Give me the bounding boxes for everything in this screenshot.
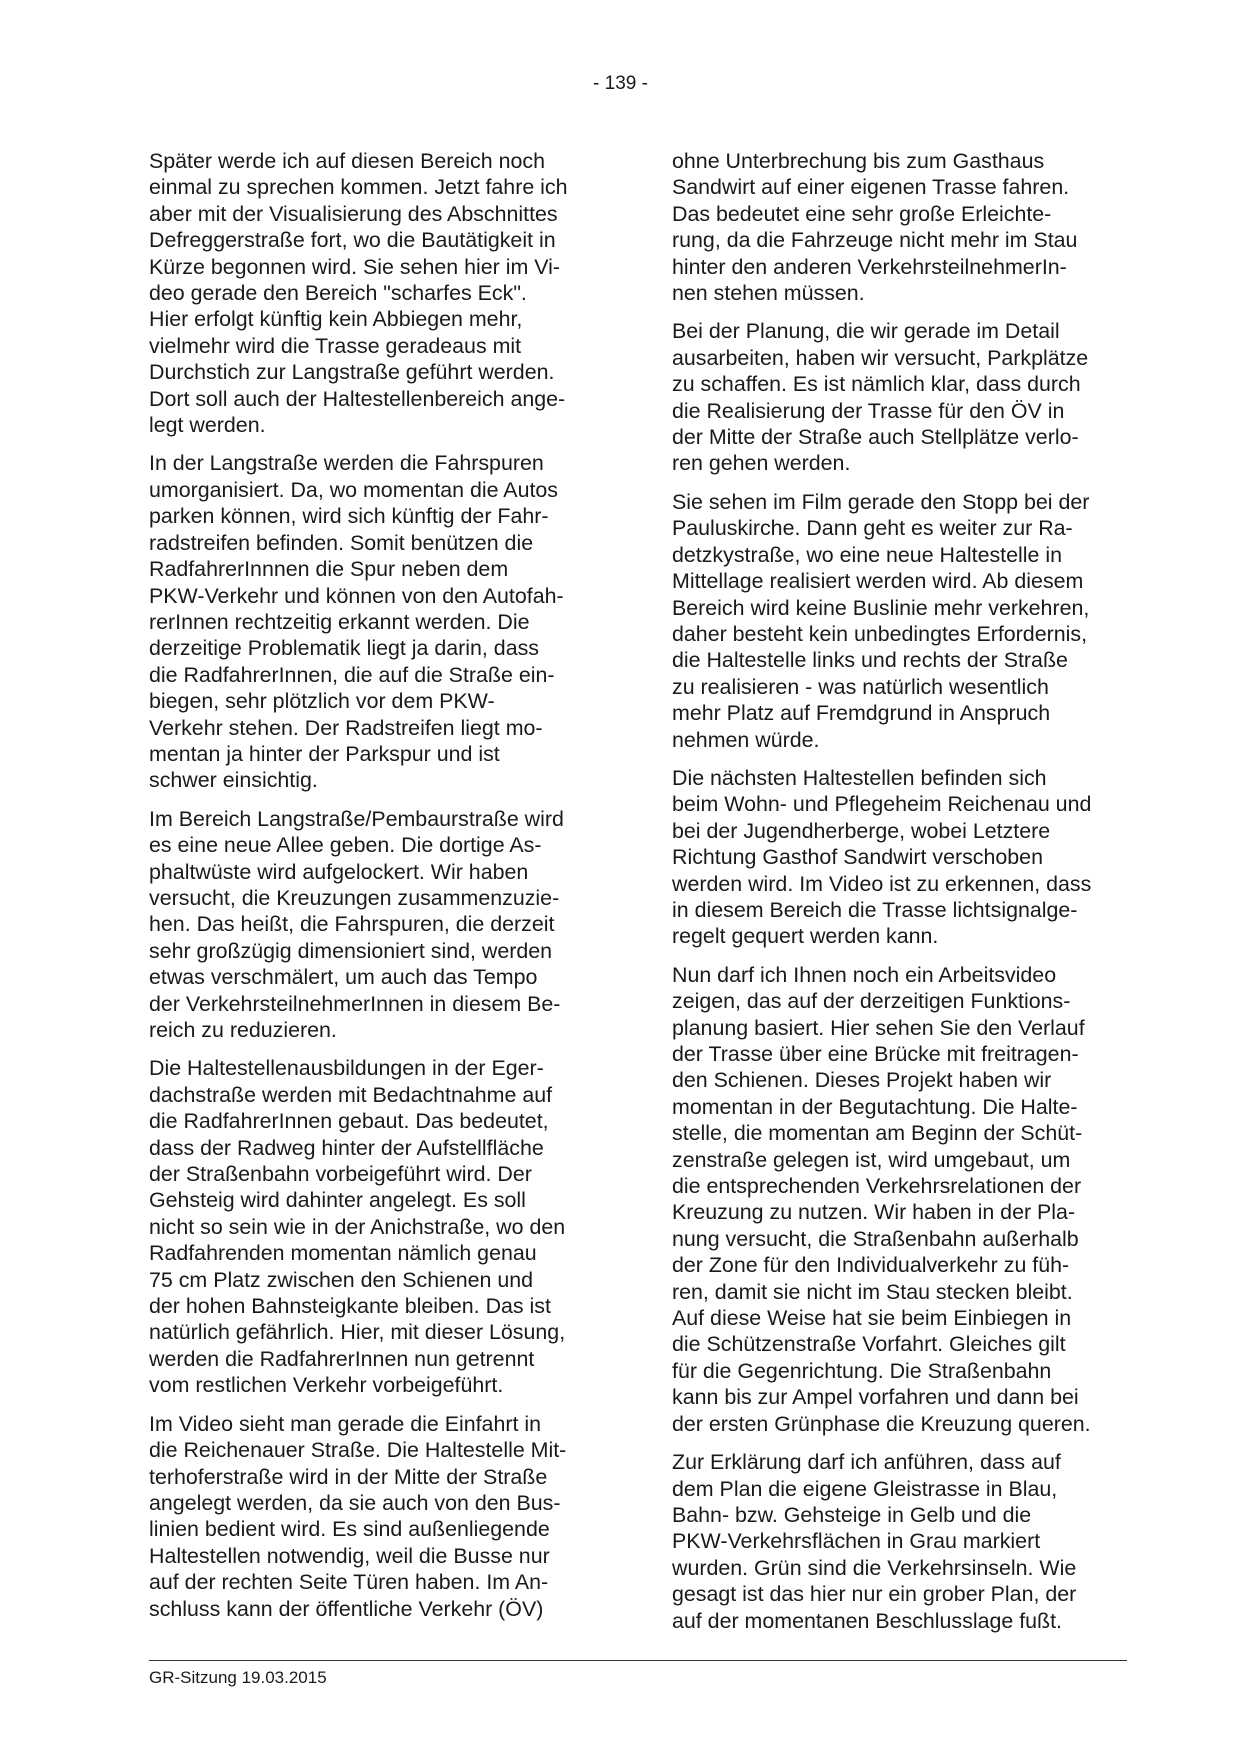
paragraph: Im Bereich Langstraße/Pembaurstraße wird es eine neue Allee geben. Die dortige As- phaltwüste wird aufgelockert. Wir haben versucht, die Kreuzungen zusammenzuzie- hen. Das heißt, die Fahrspuren, die derzeit sehr großzügig dimensioniert sind, werden etwas verschmälert, um auch das Tempo der VerkehrsteilnehmerInnen in diesem Be- reich zu reduzieren. [149,806,564,1042]
paragraph: ohne Unterbrechung bis zum Gasthaus Sandwirt auf einer eigenen Trasse fahren. Das bedeutet eine sehr große Erleichte- rung, da die Fahrzeuge nicht mehr im Stau hinter den anderen VerkehrsteilnehmerIn- nen stehen müssen. [672,149,1078,306]
footer-text: GR-Sitzung 19.03.2015 [149,1668,327,1687]
left-column [149,148,604,1634]
paragraph: Bei der Planung, die wir gerade im Detail ausarbeiten, haben wir versucht, Parkplätze zu schaffen. Es ist nämlich klar, dass durch die Realisierung der Trasse für den ÖV in der Mitte der Straße auch Stellplätze verlo- ren gehen werden. [672,319,1089,476]
paragraph: Die nächsten Haltestellen befinden sich beim Wohn- und Pflegeheim Reichenau und bei der Jugendherberge, wobei Letztere Richtung Gasthof Sandwirt verschoben werden wird. Im Video ist zu erkennen, dass in diesem Bereich die Trasse lichtsignalge- regelt gequert werden kann. [672,765,1092,949]
page-number: - 139 - [593,73,648,94]
paragraph: Später werde ich auf diesen Bereich noch einmal zu sprechen kommen. Jetzt fahre ich aber mit der Visualisierung des Abschnittes Defreggerstraße fort, wo die Bautätigkeit in Kürze begonnen wird. Sie sehen hier im Vi- deo gerade den Bereich "scharfes Eck". Hier erfolgt künftig kein Abbiegen mehr, vielmehr wird die Trasse geradeaus mit Durchstich zur Langstraße geführt werden. Dort soll auch der Haltestellenbereich ange- legt werden. [149,149,568,438]
paragraph: In der Langstraße werden die Fahrspuren umorganisiert. Da, wo momentan die Autos parken können, wird sich künftig der Fahr- radstreifen befinden. Somit benützen die RadfahrerInnnen die Spur neben dem PKW-Verkehr und können von den Autofah- rerInnen rechtzeitig erkannt werden. Die derzeitige Problematik liegt ja darin, dass die RadfahrerInnen, die auf die Straße ein- biegen, sehr plötzlich vor dem PKW- Verkehr stehen. Der Radstreifen liegt mo- mentan ja hinter der Parkspur und ist schwer einsichtig. [149,451,564,793]
paragraph: Sie sehen im Film gerade den Stopp bei der Pauluskirche. Dann geht es weiter zur Ra- detzkystraße, wo eine neue Haltestelle in Mittellage realisiert werden wird. Ab diesem Bereich wird keine Buslinie mehr verkehren, daher besteht kein unbedingtes Erfordernis, die Haltestelle links und rechts der Straße zu realisieren - was natürlich wesentlich mehr Platz auf Fremdgrund in Anspruch nehmen würde. [672,489,1090,752]
paragraph: Nun darf ich Ihnen noch ein Arbeitsvideo zeigen, das auf der derzeitigen Funktions- planung basiert. Hier sehen Sie den Verlauf der Trasse über eine Brücke mit freitragen- den Schienen. Dieses Projekt haben wir momentan in der Begutachtung. Die Halte- stelle, die momentan am Beginn der Schüt- zenstraße gelegen ist, wird umgebaut, um die entsprechenden Verkehrsrelationen der Kreuzung zu nutzen. Wir haben in der Pla- nung versucht, die Straßenbahn außerhalb der Zone für den Individualverkehr zu füh- ren, damit sie nicht im Stau stecken bleibt. Auf diese Weise hat sie beim Einbiegen in die Schützenstraße Vorfahrt. Gleiches gilt für die Gegenrichtung. Die Straßenbahn kann bis zur Ampel vorfahren und dann bei der ersten Grünphase die Kreuzung queren. [672,962,1091,1436]
paragraph: Im Video sieht man gerade die Einfahrt in die Reichenauer Straße. Die Haltestelle Mit- terhoferstraße wird in der Mitte der Straße angelegt werden, da sie auch von den Bus- linien bedient wird. Es sind außenliegende Haltestellen notwendig, weil die Busse nur auf der rechten Seite Türen haben. Im An- schluss kann der öffentliche Verkehr (ÖV) [149,1411,567,1621]
footer-divider [149,1660,1127,1661]
paragraph: Die Haltestellenausbildungen in der Eger- dachstraße werden mit Bedachtnahme auf die RadfahrerInnen gebaut. Das bedeutet, dass der Radweg hinter der Aufstellfläche der Straßenbahn vorbeigeführt wird. Der Gehsteig wird dahinter angelegt. Es soll nicht so sein wie in der Anichstraße, wo den Radfahrenden momentan nämlich genau 75 cm Platz zwischen den Schienen und der hohen Bahnsteigkante bleiben. Das ist natürlich gefährlich. Hier, mit dieser Lösung, werden die RadfahrerInnen nun getrennt vom restlichen Verkehr vorbeigeführt. [149,1056,566,1398]
paragraph: Zur Erklärung darf ich anführen, dass auf dem Plan die eigene Gleistrasse in Blau, Bahn- bzw. Gehsteige in Gelb und die PKW-Verkehrsflächen in Grau markiert wurden. Grün sind die Verkehrsinseln. Wie gesagt ist das hier nur ein grober Plan, der auf der momentanen Beschlusslage fußt. [672,1450,1077,1633]
right-column [672,148,1127,1646]
